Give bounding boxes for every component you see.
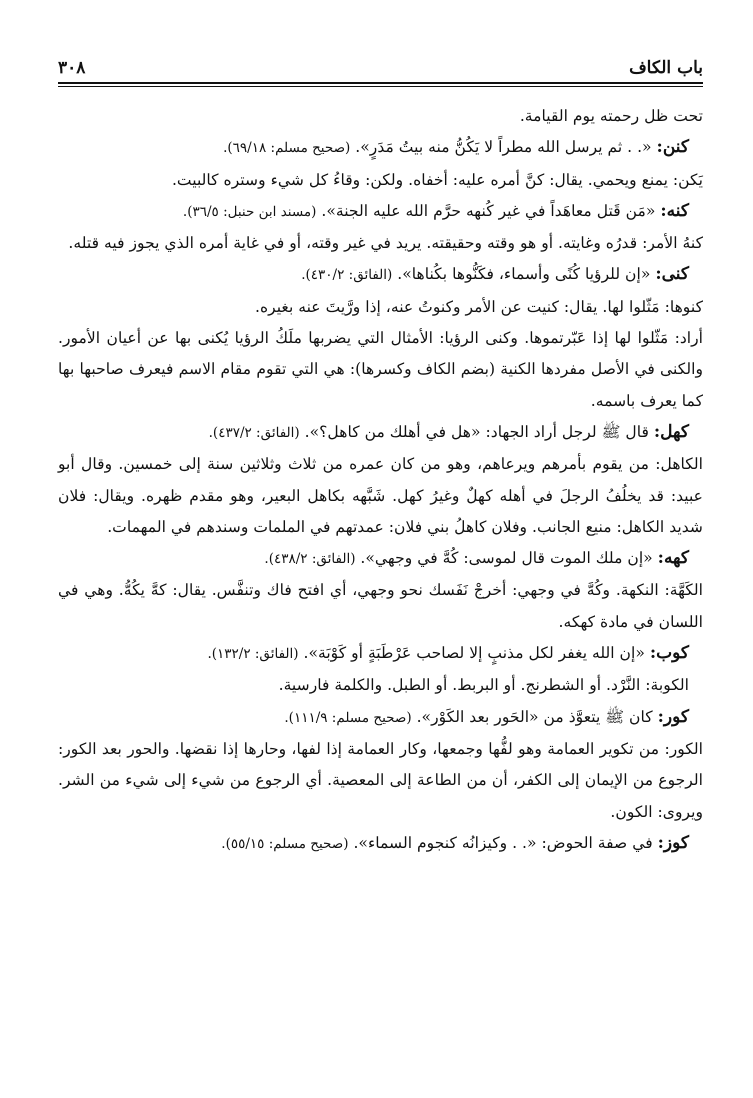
entry-headword: كنن: [656, 137, 689, 158]
entry-source: (مسند ابن حنبل: ٣٦/٥). [182, 203, 317, 220]
entry-headword: كوب: [649, 643, 689, 664]
explanation-paragraph: كنهُ الأمر: قدرُه وغايته. أو هو وقته وحقيقته. يريد في غير وقته، أو في غاية أمره الذي يجوز فيه قتله. [68, 234, 703, 253]
page-body [58, 101, 703, 860]
entry-source: (الفائق: ٤٣٨/٢). [264, 551, 356, 568]
entry-quote: «إن للرؤيا كُنًى وأسماء، فكَنُّوها بكُناها». [392, 265, 656, 284]
page-header [58, 48, 703, 78]
entry-source: (الفائق: ١٣٢/٢). [207, 646, 299, 663]
dictionary-entry [58, 702, 703, 734]
header-rule-thin [58, 86, 703, 87]
section-title: باب الكاف [629, 58, 703, 78]
page-number: ٣٠٨ [58, 58, 86, 78]
entry-quote: في صفة الحوض: «. . وكيزانُه كنجوم السماء». [348, 833, 658, 852]
dictionary-entry [58, 196, 703, 228]
entry-headword: كوز: [657, 832, 689, 853]
entry-quote: «إن الله يغفر لكل مذنبٍ إلا لصاحب عَرْطَبَةٍ أو كَوْبَة». [298, 644, 650, 663]
entry-quote: كان ﷺ يتعوَّذ من «الحَور بعد الكَوْر». [411, 707, 658, 726]
explanation-paragraph: الكوبة: النَّرْد. أو الشطرنج. أو البربط. أو الطبل. والكلمة فارسية. [278, 676, 689, 695]
explanation-paragraph: تحت ظل رحمته يوم القيامة. [519, 107, 703, 125]
entry-quote: «مَن قَتل معاهَداً في غير كُنهه حرَّم الله عليه الجنة». [316, 201, 661, 220]
entry-headword: كور: [657, 706, 689, 727]
explanation-paragraph: يَكن: يمنع ويحمي. يقال: كنَّ أمره عليه: أخفاه. ولكن: وقاءُ كل شيء وستره كالبيت. [171, 170, 703, 189]
entry-headword: كهل: [653, 421, 689, 442]
explanation-paragraph: كنوها: مَثّلوا لها. يقال: كنيت عن الأمر وكنوتُ عنه، إذا ورَّيتَ عنه بغيره. [254, 297, 703, 316]
explanation-paragraph: الكور: من تكوير العمامة وهو لفُّها وجمعها، وكار العمامة إذا لفها، وحارها إذا نقضها. والحور بعد الكور: الرجوع من الإيمان إلى الكفر، أن من الطاعة إلى المعصية. أي الرجوع من شيء إلى شيء من الشر. ويروى: الكون. [58, 739, 703, 821]
entry-source: (صحيح مسلم: ٥٥/١٥). [221, 835, 349, 852]
entry-source: (الفائق: ٤٣٠/٢). [301, 267, 393, 284]
entry-headword: كهه: [657, 548, 689, 569]
explanation-paragraph: الكَهَّة: النكهة. وكُهَّ في وجهي: أخرجْ نَفَسك نحو وجهي، أي افتح فاك وتنفَّس. يقال: كهَّ يكُهُّ. وهي في اللسان في مادة كهكه. [58, 581, 703, 631]
entry-source: (صحيح مسلم: ١١١/٩). [284, 709, 412, 726]
dictionary-entry [58, 259, 703, 291]
entry-source: (الفائق: ٤٣٧/٢). [208, 424, 300, 441]
dictionary-entry [58, 638, 703, 670]
book-page [58, 48, 703, 860]
entry-quote: «. . ثم يرسل الله مطراً لا يَكُنُّ منه بيتُ مَدَرٍ». [350, 138, 657, 157]
dictionary-entry [58, 132, 703, 164]
explanation-paragraph: الكاهل: من يقوم بأمرهم ويرعاهم، وهو من كان عمره من ثلاث وثلاثين سنة إلى خمسين. وقال أبو عبيد: قد يخلُفُ الرجلَ في أهله كهلٌ وغيرُ كهل. شَبَّهه بكاهل البعير، وهو مقدم ظهره. ويقال: فلان شديد الكاهل: منيع الجانب. وفلان كاهلُ بني فلان: عمدتهم في الملمات وسندهم في المهمات. [58, 455, 703, 536]
dictionary-entry [58, 543, 703, 575]
dictionary-entry [58, 828, 703, 860]
dictionary-entry [58, 417, 703, 449]
entry-headword: كنه: [660, 200, 689, 221]
explanation-paragraph: أراد: مَثّلوا لها إذا عَبّرتموها. وكنى الرؤيا: الأمثال التي يضربها ملَكُ الرؤيا يُكنى بها عن أعيان الأمور. والكنى في الأصل مفردها الكنية (بضم الكاف وكسرها): هي التي تقوم مقام الاسم فيعرف صاحبها بها كما يعرف باسمه. [58, 329, 703, 410]
entry-source: (صحيح مسلم: ٦٩/١٨). [223, 140, 351, 157]
entry-headword: كنى: [655, 264, 689, 285]
header-rule [58, 82, 703, 84]
entry-quote: قال ﷺ لرجل أراد الجهاد: «هل في أهلك من كاهل؟». [299, 422, 654, 441]
entry-quote: «إن ملك الموت قال لموسى: كُهَّ في وجهي». [355, 549, 658, 568]
